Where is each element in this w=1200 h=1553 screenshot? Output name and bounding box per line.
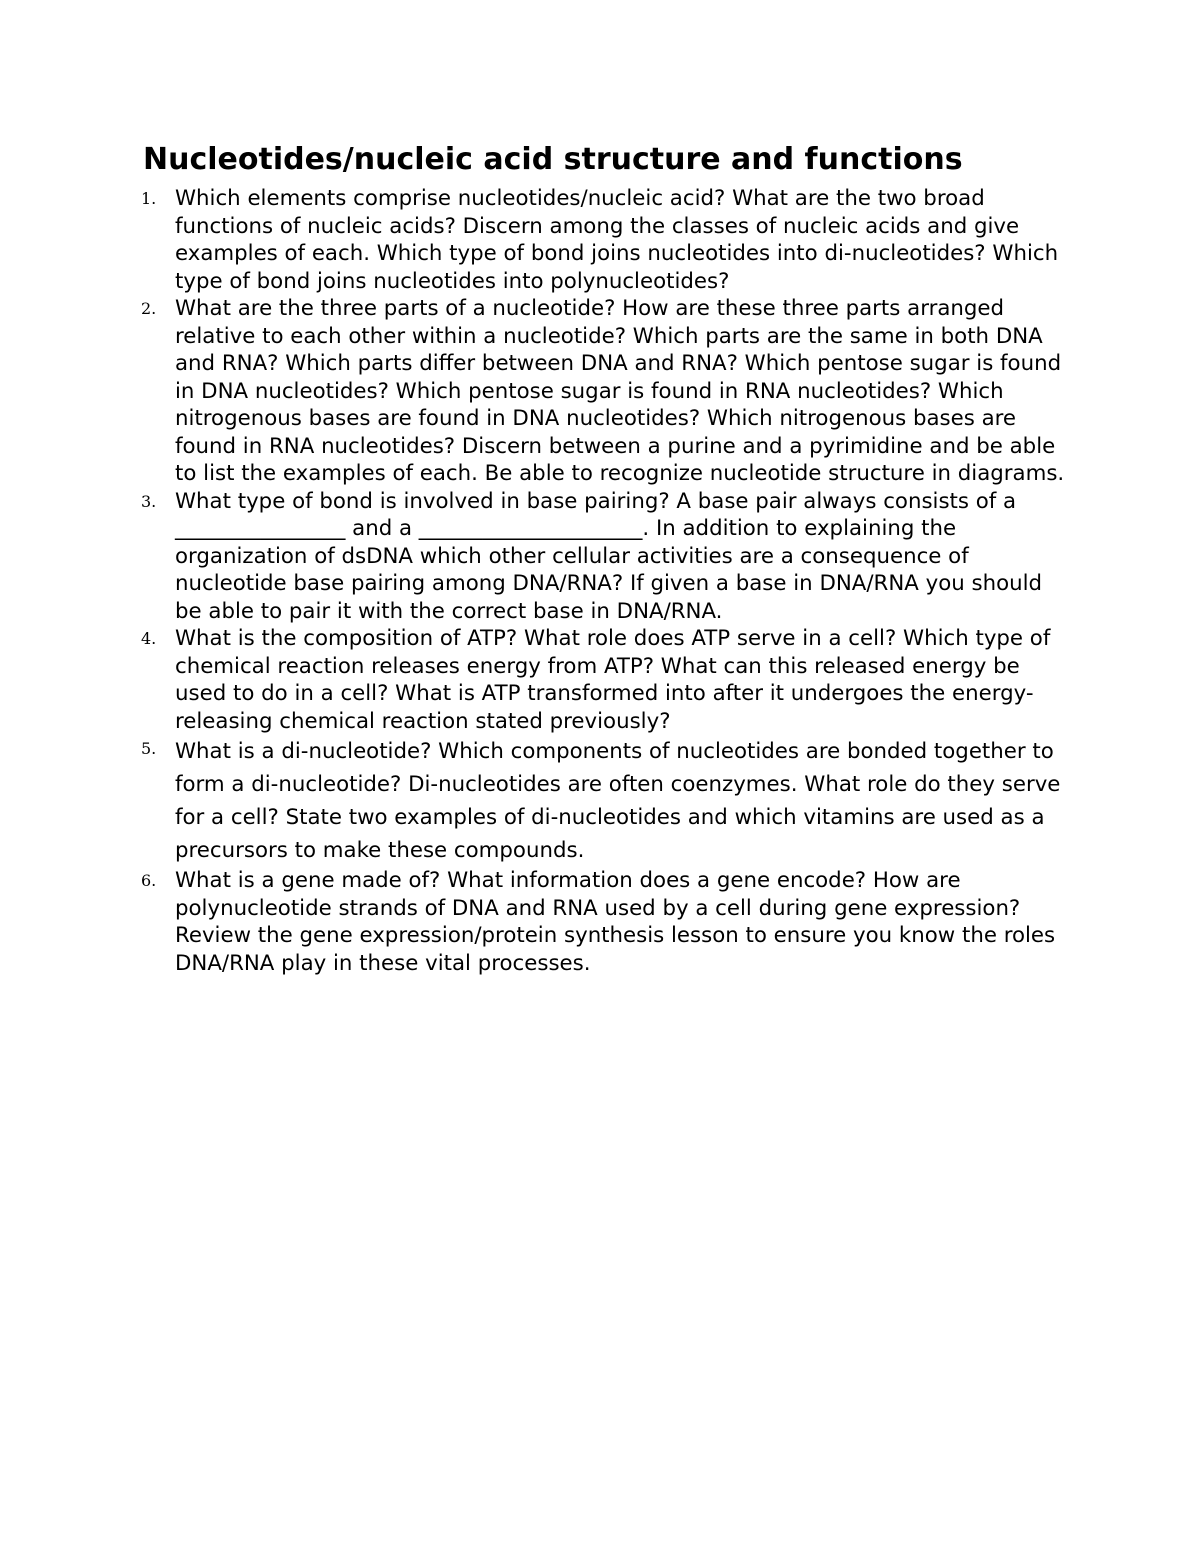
question-item-4 (138, 625, 1068, 735)
question-text: What is the composition of ATP? What role does ATP serve in a cell? Which type of chemical reaction releases energy from ATP? What can this released energy be used to do in a cell? What is ATP transformed into after it undergoes the energy-releasing chemical reaction stated previously? (175, 626, 1051, 734)
document-title: Nucleotides/nucleic acid structure and functions (143, 142, 963, 177)
question-item-2 (138, 295, 1068, 488)
question-item-6 (138, 867, 1068, 977)
question-number: 6. (141, 871, 157, 890)
question-number: 3. (141, 491, 157, 511)
question-number: 4. (141, 629, 157, 648)
question-item-1 (138, 185, 1068, 295)
question-item-3 (138, 488, 1068, 626)
question-text: Which elements comprise nucleotides/nucleic acid? What are the two broad functions of nucleic acids? Discern among the classes of nucleic acids and give examples of each. Which type of bond joins nucleotides into di-nucleotides? Which type of bond joins nucleotides into polynucleotides? (175, 186, 1059, 294)
question-text: What are the three parts of a nucleotide? How are these three parts arranged relative to each other within a nucleotide? Which parts are the same in both DNA and RNA? Which parts differ between DNA and RNA? Which pentose sugar is found in DNA nucleotides? Which pentose sugar is found in RNA nucleotides? Which nitrogenous bases are found in DNA nucleotides? Which nitrogenous bases are found in RNA nucleotides? Discern between a purine and a pyrimidine and be able to list the examples of each. Be able to recognize nucleotide structure in diagrams. (175, 296, 1065, 486)
question-number: 5. (141, 739, 157, 758)
question-list (138, 185, 1068, 977)
question-number: 1. (141, 189, 157, 208)
question-text: What is a di-nucleotide? Which components of nucleotides are bonded together to form a di-nucleotide? Di-nucleotides are often coenzymes. What role do they serve for a cell? State two examples of di-nucleotides and which vitamins are used as a precursors to make these compounds. (175, 739, 1061, 863)
question-text: What type of bond is involved in base pairing? A base pair always consists of a ________________ and a _____________________. In addition to explaining the organization of dsDNA which other cellular activities are a consequence of nucleotide base pairing among DNA/RNA? If given a base in DNA/RNA you should be able to pair it with the correct base in DNA/RNA. (175, 488, 1043, 624)
question-text: What is a gene made of? What information does a gene encode? How are polynucleotide strands of DNA and RNA used by a cell during gene expression? Review the gene expression/protein synthesis lesson to ensure you know the roles DNA/RNA play in these vital processes. (175, 868, 1056, 976)
question-item-5 (138, 735, 1068, 867)
question-number: 2. (141, 299, 157, 318)
